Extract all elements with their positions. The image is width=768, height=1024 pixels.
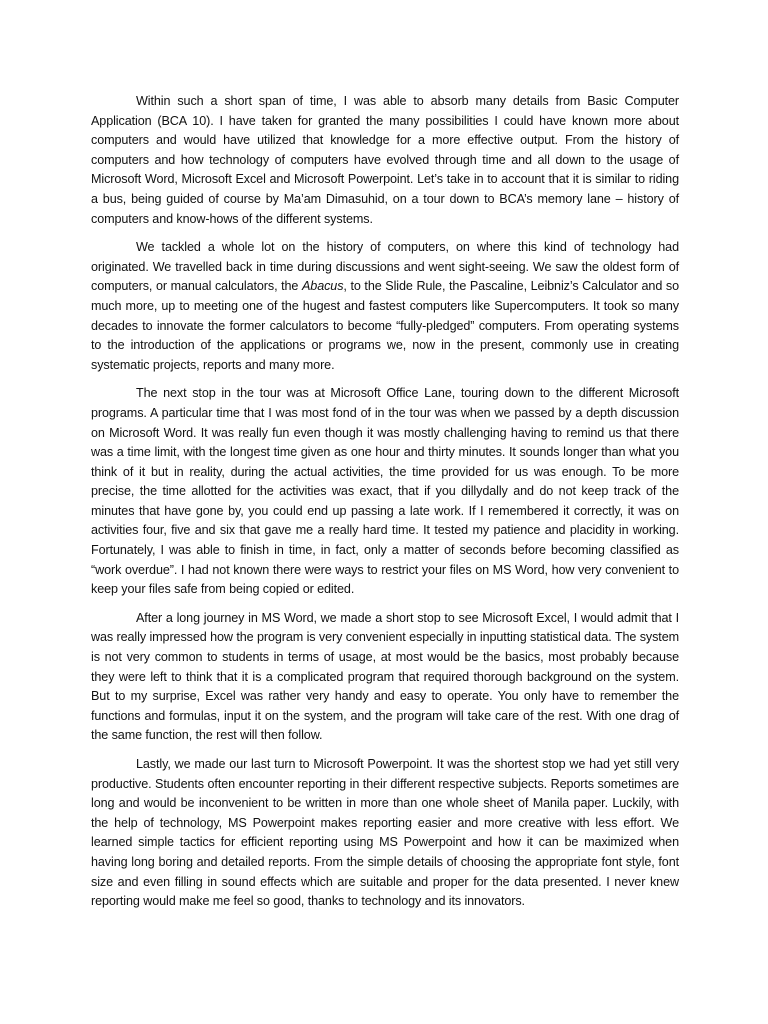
- paragraph-word: The next stop in the tour was at Microsoft Office Lane, touring down to the different Microsoft programs. A particular time that I was most fond of in the tour was when we passed by a depth discussion on Microsoft Word. It was really fun even though it was mostly challenging having to remind us that there was a time limit, with the longest time given as one hour and thirty minutes. It sounds longer than what you think of it but in reality, during the actual activities, the time provided for us was enough. To be more precise, the time allotted for the activities was exact, that if you dillydally and do not keep track of the minutes that have gone by, you could end up passing a late work. If I remembered it correctly, it was on activities four, five and six that gave me a really hard time. It tested my patience and placidity in working. Fortunately, I was able to finish in time, in fact, only a matter of seconds before becoming classified as “work overdue”. I had not known there were ways to restrict your files on MS Word, how very convenient to keep your files safe from being copied or edited.: [91, 386, 679, 597]
- abacus-italic-term: Abacus: [302, 279, 344, 294]
- paragraph-history-part-2: , to the Slide Rule, the Pascaline, Leibniz’s Calculator and so much more, up to meeting one of the hugest and fastest computers like Supercomputers. It took so many decades to innovate the former calculators to become “fully-pledged” computers. From operating systems to the introduction of the applications or programs we, now in the present, commonly use in creating systematic projects, reports and many more.: [91, 279, 679, 372]
- paragraph-intro: Within such a short span of time, I was able to absorb many details from Basic Computer Application (BCA 10). I have taken for granted the many possibilities I could have known more about computers and would have utilized that knowledge for a more effective output. From the history of computers and how technology of computers have evolved through time and all down to the usage of Microsoft Word, Microsoft Excel and Microsoft Powerpoint. Let’s take in to account that it is similar to riding a bus, being guided of course by Ma’am Dimasuhid, on a tour down to BCA’s memory lane – history of computers and know-hows of the different systems.: [91, 94, 679, 226]
- paragraph-history: [91, 238, 679, 375]
- document-body: [91, 92, 679, 921]
- paragraph-excel: After a long journey in MS Word, we made a short stop to see Microsoft Excel, I would admit that I was really impressed how the program is very convenient especially in inputting statistical data. The system is not very common to students in terms of usage, at most would be the basics, most probably because they were left to think that it is a complicated program that required thorough background on the system. But to my surprise, Excel was rather very handy and easy to operate. You only have to remember the functions and formulas, input it on the system, and the program will take care of the rest. With one drag of the same function, the rest will then follow.: [91, 610, 679, 743]
- paragraph-history-part-1: We tackled a whole lot on the history of computers, on where this kind of technology had originated. We travelled back in time during discussions and went sight-seeing. We saw the oldest form of computers, or manual calculators, the: [91, 240, 679, 294]
- paragraph-powerpoint: Lastly, we made our last turn to Microsoft Powerpoint. It was the shortest stop we had yet still very productive. Students often encounter reporting in their different respective subjects. Reports sometimes are long and would be inconvenient to be written in more than one whole sheet of Manila paper. Luckily, with the help of technology, MS Powerpoint makes reporting easier and more creative with less effort. We learned simple tactics for efficient reporting using MS Powerpoint and how it can be maximized when having long boring and detailed reports. From the simple details of choosing the appropriate font style, font size and even filling in sound effects which are suitable and proper for the data presented. I never knew reporting would make me feel so good, thanks to technology and its innovators.: [91, 757, 679, 909]
